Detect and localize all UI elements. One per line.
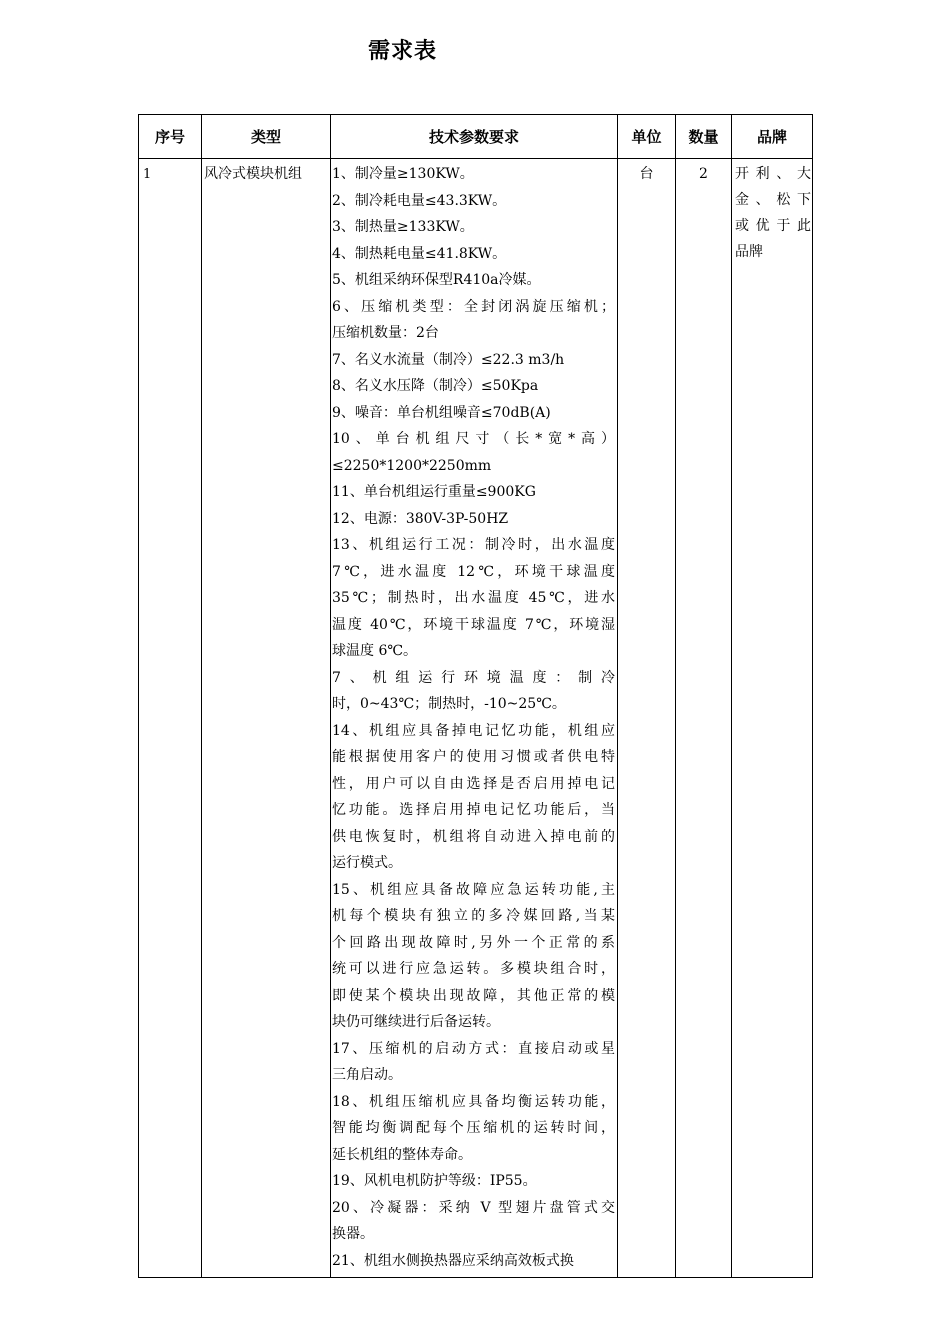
spec-line: 运行模式。 — [332, 855, 402, 871]
header-type: 类型 — [202, 115, 331, 159]
requirements-table — [138, 114, 813, 1278]
table-row — [139, 159, 813, 1278]
spec-line: 7℃，进水温度 12℃，环境干球温度 — [332, 563, 615, 580]
spec-line: 4、制热耗电量≤41.8KW。 — [332, 245, 507, 262]
spec-line: 20、冷凝器：采纳 V 型翅片盘管式交 — [332, 1199, 615, 1216]
spec-line: 12、电源：380V-3P-50HZ — [332, 510, 509, 527]
spec-line: 延长机组的整体寿命。 — [332, 1146, 472, 1163]
spec-item — [331, 532, 617, 665]
brand-line: 金、松下 — [735, 192, 811, 208]
cell-type: 风冷式模块机组 — [202, 159, 331, 1278]
spec-item — [331, 373, 617, 400]
spec-list — [331, 159, 617, 1269]
spec-line: 温度 40℃，环境干球温度 7℃，环境湿 — [332, 616, 615, 633]
spec-line: 18、机组压缩机应具备均衡运转功能， — [332, 1093, 615, 1110]
cell-unit: 台 — [618, 159, 676, 1278]
spec-line: 8、名义水压降（制冷）≤50Kpa — [332, 378, 539, 394]
spec-line: 三角启动。 — [332, 1067, 402, 1083]
spec-line: 个回路出现故障时,另外一个正常的系 — [332, 934, 615, 951]
spec-line: 3、制热量≥133KW。 — [332, 219, 474, 235]
spec-line: 统可以进行应急运转。多模块组合时， — [332, 961, 615, 977]
spec-item — [331, 1036, 617, 1089]
header-qty: 数量 — [676, 115, 732, 159]
spec-item — [331, 877, 617, 1036]
spec-line: 19、风机电机防护等级：IP55。 — [332, 1173, 537, 1189]
spec-line: 球温度 6℃。 — [332, 643, 418, 659]
spec-line: 35℃；制热时，出水温度 45℃，进水 — [332, 590, 615, 606]
spec-item — [331, 479, 617, 506]
spec-item — [331, 267, 617, 294]
cell-qty: 2 — [676, 159, 732, 1278]
spec-line: ≤2250*1200*2250mm — [332, 457, 492, 474]
spec-item — [331, 718, 617, 877]
header-spec: 技术参数要求 — [331, 115, 618, 159]
spec-item — [331, 294, 617, 347]
header-seq: 序号 — [139, 115, 202, 159]
spec-line: 17、压缩机的启动方式：直接启动或星 — [332, 1040, 615, 1057]
spec-line: 9、噪音：单台机组噪音≤70dB(A) — [332, 404, 551, 421]
cell-spec — [331, 159, 618, 1278]
spec-line: 压缩机数量：2台 — [332, 325, 439, 341]
spec-line: 6、压缩机类型：全封闭涡旋压缩机； — [332, 298, 615, 315]
spec-line: 2、制冷耗电量≤43.3KW。 — [332, 192, 507, 209]
spec-item — [331, 1089, 617, 1169]
spec-line: 11、单台机组运行重量≤900KG — [332, 484, 536, 500]
header-unit: 单位 — [618, 115, 676, 159]
spec-item — [331, 188, 617, 215]
spec-line: 机每个模块有独立的多冷媒回路,当某 — [332, 908, 615, 924]
cell-seq: 1 — [139, 159, 202, 1278]
spec-item — [331, 161, 617, 188]
spec-item — [331, 241, 617, 268]
brand-line: 品牌 — [735, 244, 763, 260]
cell-brand — [732, 159, 813, 1278]
spec-item — [331, 1168, 617, 1195]
spec-item — [331, 400, 617, 427]
spec-line: 7、机组运行环境温度：制冷 — [332, 669, 615, 686]
spec-line: 性，用户可以自由选择是否启用掉电记 — [332, 775, 615, 792]
spec-item — [331, 506, 617, 533]
spec-item — [331, 1248, 617, 1270]
spec-item — [331, 347, 617, 374]
spec-line: 7、名义水流量（制冷）≤22.3 m3/h — [332, 351, 565, 368]
spec-line: 13、机组运行工况：制冷时，出水温度 — [332, 537, 615, 553]
spec-line: 14、机组应具备掉电记忆功能，机组应 — [332, 722, 615, 739]
header-brand: 品牌 — [732, 115, 813, 159]
spec-line: 换器。 — [332, 1226, 374, 1242]
spec-line: 忆功能。选择启用掉电记忆功能后，当 — [332, 802, 615, 818]
spec-line: 块仍可继续进行后备运转。 — [332, 1014, 500, 1030]
spec-line: 时，0~43℃；制热时，-10~25℃。 — [332, 696, 566, 712]
spec-line: 21、机组水侧换热器应采纳高效板式换 — [332, 1252, 574, 1269]
spec-item — [331, 426, 617, 479]
document-title: 需求表 — [368, 39, 438, 64]
spec-line: 能根据使用客户的使用习惯或者供电特 — [332, 749, 615, 765]
spec-line: 10、单台机组尺寸（长*宽*高） — [332, 431, 615, 447]
spec-line: 智能均衡调配每个压缩机的运转时间， — [332, 1120, 615, 1136]
table-header-row — [139, 115, 813, 159]
spec-item — [331, 1195, 617, 1248]
spec-line: 即使某个模块出现故障，其他正常的模 — [332, 987, 615, 1004]
spec-line: 1、制冷量≥130KW。 — [332, 166, 474, 182]
spec-line: 供电恢复时，机组将自动进入掉电前的 — [332, 828, 615, 845]
spec-line: 15、机组应具备故障应急运转功能,主 — [332, 881, 615, 898]
brand-line: 或优于此 — [735, 218, 811, 234]
spec-item — [331, 665, 617, 718]
spec-item — [331, 214, 617, 241]
spec-line: 5、机组采纳环保型R410a冷媒。 — [332, 272, 541, 288]
brand-line: 开利、大 — [735, 166, 811, 182]
